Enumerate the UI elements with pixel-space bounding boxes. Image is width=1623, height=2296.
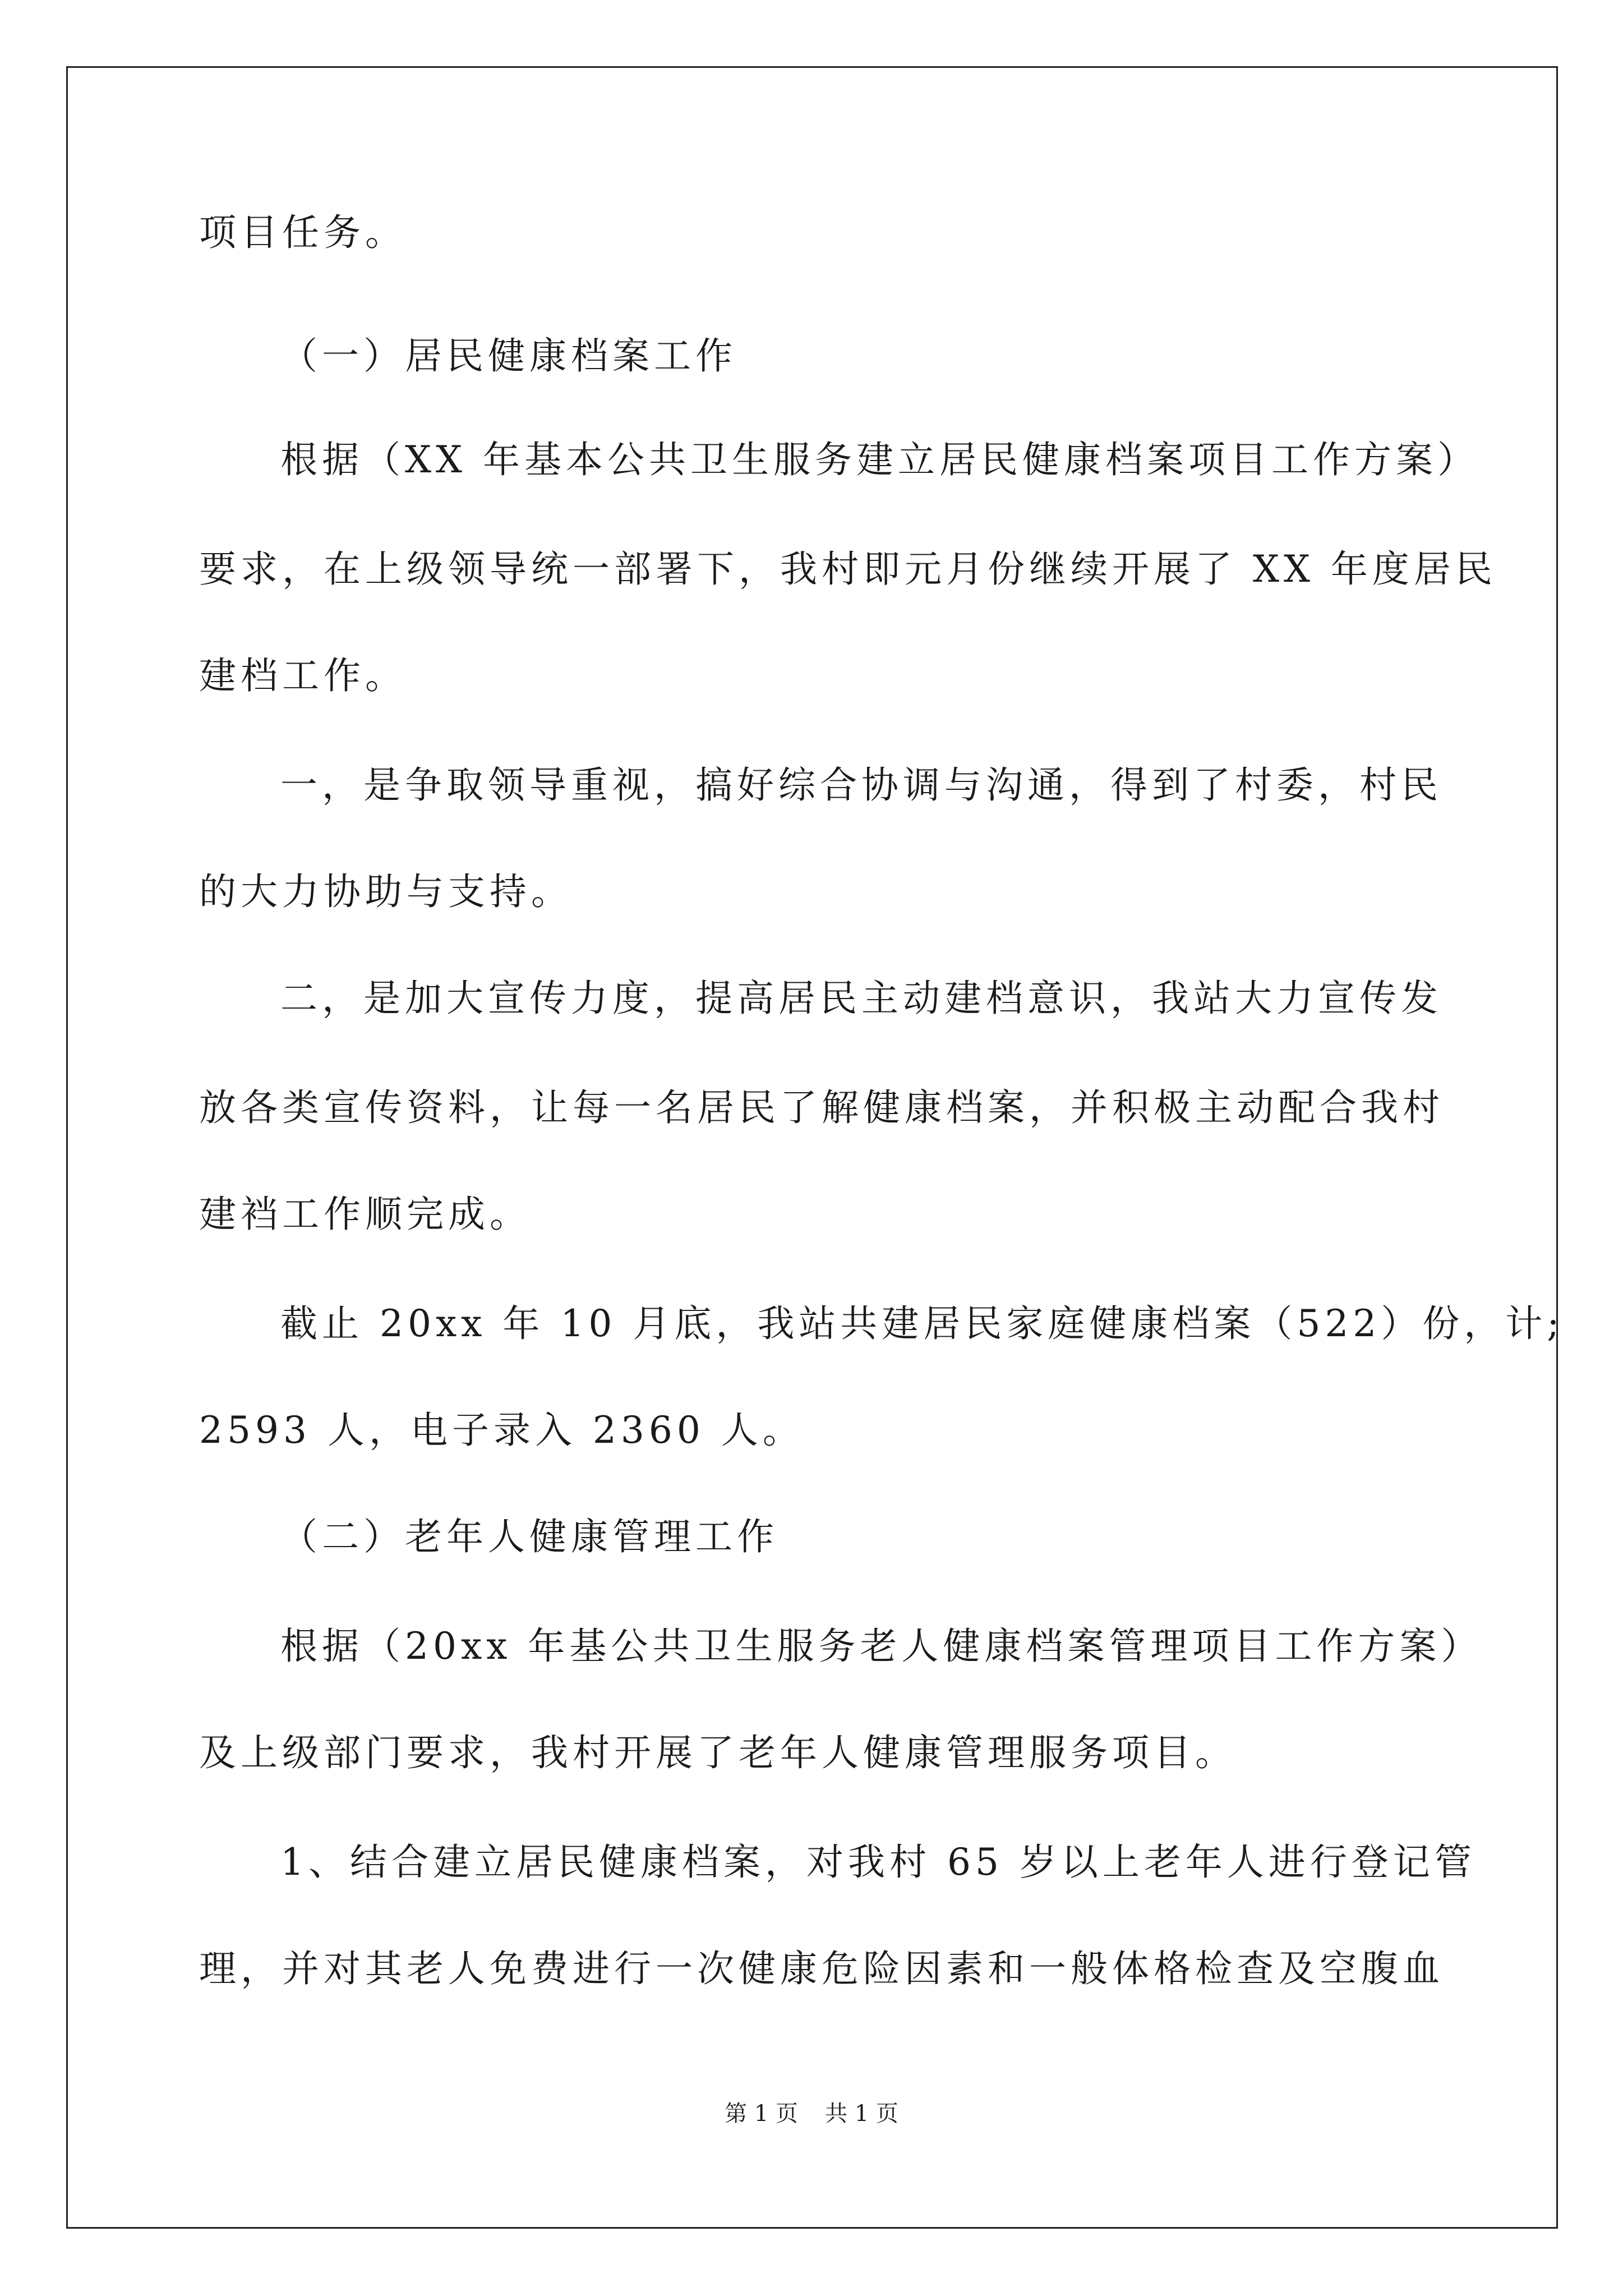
page-number: 第 1 页 — [725, 2101, 798, 2127]
text-line: 根据（20xx 年基公共卫生服务老人健康档案管理项目工作方案） — [280, 1625, 1483, 1668]
text-line: 截止 20xx 年 10 月底，我站共建居民家庭健康档案（522）份，计; — [280, 1302, 1564, 1345]
section-heading: （一）居民健康档案工作 — [280, 334, 737, 378]
text-line: 要求，在上级领导统一部署下，我村即元月份继续开展了 XX 年度居民 — [199, 547, 1497, 591]
page-border — [66, 66, 1558, 2229]
text-line: 放各类宣传资料，让每一名居民了解健康档案，并积极主动配合我村 — [199, 1086, 1444, 1129]
page-footer — [0, 2098, 1623, 2129]
text-line: 2593 人，电子录入 2360 人。 — [199, 1409, 804, 1452]
text-line: 理，并对其老人免费进行一次健康危险因素和一般体格检查及空腹血 — [199, 1947, 1444, 1990]
page-total: 共 1 页 — [825, 2101, 898, 2127]
text-line: 建档工作。 — [199, 654, 407, 697]
text-line: 1、结合建立居民健康档案，对我村 65 岁以上老年人进行登记管 — [280, 1841, 1476, 1884]
text-line: 一，是争取领导重视，搞好综合协调与沟通，得到了村委，村民 — [280, 763, 1442, 807]
text-line: 根据（XX 年基本公共卫生服务建立居民健康档案项目工作方案） — [280, 438, 1479, 481]
text-line: 建裆工作顺完成。 — [199, 1193, 531, 1236]
text-line: 二，是加大宣传力度，提高居民主动建档意识，我站大力宣传发 — [280, 977, 1442, 1020]
text-line: 项目任务。 — [199, 211, 407, 254]
section-heading: （二）老年人健康管理工作 — [280, 1515, 778, 1558]
text-line: 及上级部门要求，我村开展了老年人健康管理服务项目。 — [199, 1731, 1237, 1774]
text-line: 的大力协助与支持。 — [199, 870, 573, 913]
